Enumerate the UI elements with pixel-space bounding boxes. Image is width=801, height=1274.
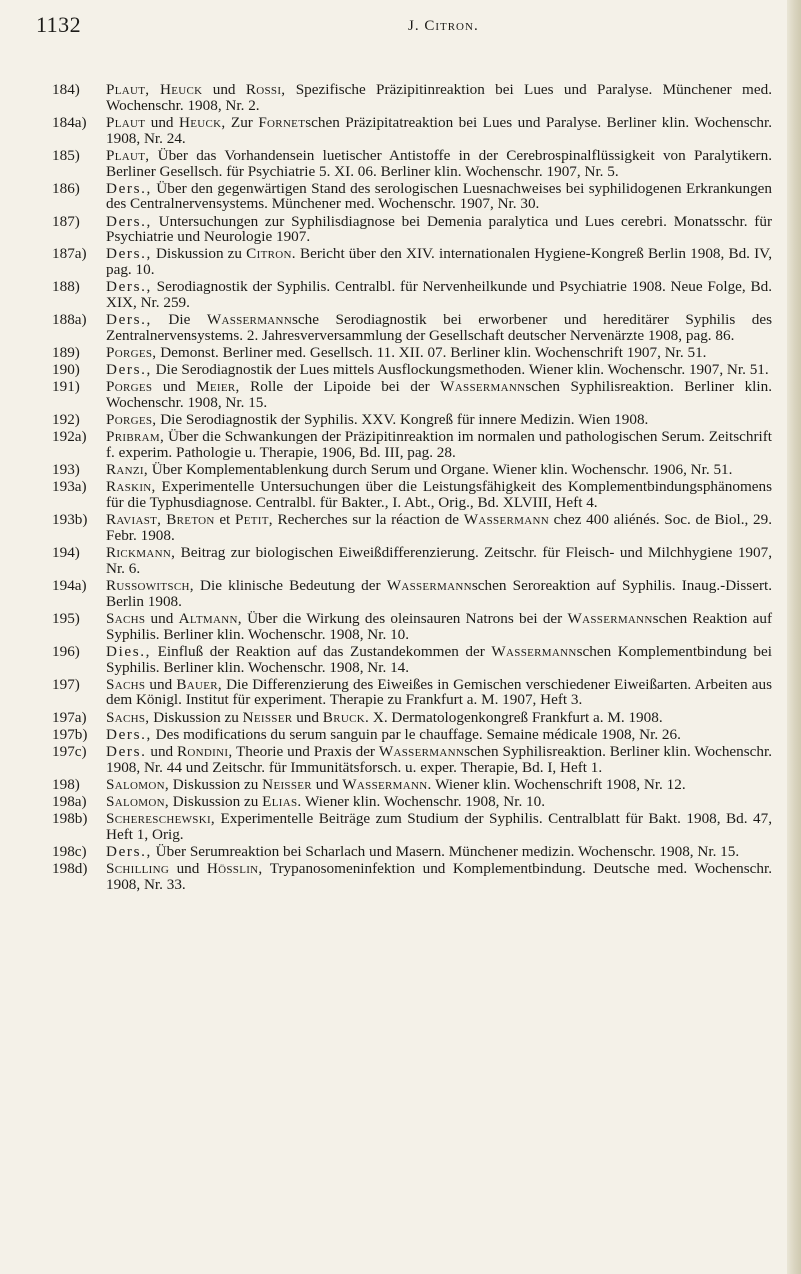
reference-entry bbox=[52, 462, 772, 478]
reference-list bbox=[52, 82, 772, 894]
reference-number: 184a) bbox=[52, 113, 87, 131]
reference-entry bbox=[52, 214, 772, 246]
reference-entry bbox=[52, 181, 772, 213]
citation-text: Experimentelle Beiträge zum Studium der Syphilis. Centralblatt für Bakt. 1908, Bd. 47, Heft 1, Orig. bbox=[106, 809, 772, 843]
reference-number: 190) bbox=[52, 361, 80, 379]
reference-entry bbox=[52, 379, 772, 411]
reference-entry bbox=[52, 844, 772, 860]
citation-text: Theorie und Praxis der bbox=[232, 742, 379, 760]
citation-text: Bericht über den XIV. internationalen Hygiene-Kongreß Berlin 1908, Bd. IV, pag. 10. bbox=[106, 245, 772, 279]
citation-text: Diskussion zu bbox=[168, 775, 263, 793]
citation-text: Des modifications du serum sanguin par le chauffage. Semaine médicale 1908, Nr. 26. bbox=[151, 725, 681, 743]
citation-text: Spezifische Präzipitinreaktion bei Lues und Paralyse. Münchener med. Wochenschr. 1908, Nr. 2. bbox=[106, 81, 772, 114]
reference-number: 192) bbox=[52, 411, 80, 429]
reference-entry bbox=[52, 744, 772, 776]
reference-entry bbox=[52, 345, 772, 361]
citation-text: Rolle der Lipoide bei der bbox=[239, 378, 441, 396]
author-name: Neisser bbox=[262, 775, 312, 793]
citation-text: Beitrag zur biologischen Eiweißdifferenzierung. Zeitschr. für Fleisch- und Milchhygiene 1907, Nr. 6. bbox=[106, 544, 772, 577]
reference-entry bbox=[52, 677, 772, 709]
author-name: Altmann, bbox=[178, 609, 242, 627]
author-name: Raviast, Breton bbox=[106, 511, 215, 529]
reference-number: 184) bbox=[52, 81, 80, 98]
reference-number: 198a) bbox=[52, 792, 87, 810]
reference-number: 187a) bbox=[52, 245, 87, 263]
author-name: Russowitsch, bbox=[106, 576, 194, 594]
reference-entry bbox=[52, 412, 772, 428]
author-name: Salomon, bbox=[106, 792, 169, 810]
reference-number: 193) bbox=[52, 461, 80, 479]
author-name: Plaut, Heuck bbox=[106, 81, 203, 98]
author-name: Neisser bbox=[242, 708, 293, 726]
citation-text: und bbox=[202, 81, 246, 98]
reference-entry bbox=[52, 82, 772, 114]
citation-text: Trypanosomeninfektion und Komplementbindung. Deutsche med. Wochenschr. 1908, Nr. 33. bbox=[106, 859, 773, 893]
citation-text: schen Syphilisreaktion. Berliner klin. Wochenschr. 1908, Nr. 44 und Zeitschr. für Immunitätsforsch. u. exper. Therapie, Bd. I, Heft 1. bbox=[106, 742, 773, 776]
reference-number: 198b) bbox=[52, 809, 88, 827]
reference-entry bbox=[52, 545, 772, 577]
ibid-marker: Ders., bbox=[106, 212, 152, 230]
reference-entry bbox=[52, 777, 772, 793]
citation-text: Diskussion zu bbox=[149, 708, 243, 726]
reference-number: 197a) bbox=[52, 708, 87, 726]
reference-number: 192a) bbox=[52, 428, 87, 446]
page-edge bbox=[787, 0, 801, 1274]
author-name: Meier, bbox=[196, 378, 240, 396]
citation-text: und bbox=[146, 742, 177, 760]
reference-number: 188a) bbox=[52, 311, 87, 329]
reference-number: 193a) bbox=[52, 478, 87, 496]
reference-entry bbox=[52, 115, 772, 147]
reference-number: 197c) bbox=[52, 742, 87, 760]
reference-entry bbox=[52, 429, 772, 461]
author-name: Wassermann bbox=[206, 311, 293, 329]
author-name: Sachs, bbox=[106, 708, 150, 726]
citation-text: und bbox=[311, 775, 343, 793]
citation-text: Die Differenzierung des Eiweißes in Gemischen verschiedener Eiweißarten. Arbeiten aus dem Königl. Institut für experiment. Therapie zu Frankfurt a. M. 1907, Heft 3. bbox=[106, 675, 773, 709]
ibid-marker: Ders., bbox=[106, 361, 152, 379]
citation-text: Über die Schwankungen der Präzipitinreaktion im normalen und pathologischen Serum. Zeitschrift f. experim. Pathologie u. Therapie, 1906, Bd. III, pag. 28. bbox=[106, 428, 772, 462]
reference-entry bbox=[52, 861, 772, 893]
citation-text: Wiener klin. Wochenschrift 1908, Nr. 12. bbox=[431, 775, 686, 793]
citation-text: schen Syphilisreaktion. Berliner klin. Wochenschr. 1908, Nr. 15. bbox=[106, 378, 772, 412]
author-name: Schereschewski, bbox=[106, 809, 216, 827]
author-name: Rondini, bbox=[177, 742, 233, 760]
reference-entry bbox=[52, 279, 772, 311]
ibid-marker: Ders., bbox=[106, 311, 152, 329]
ibid-marker: Dies., bbox=[106, 642, 152, 660]
reference-entry bbox=[52, 644, 772, 676]
author-name: Ranzi, bbox=[106, 461, 148, 479]
reference-number: 198c) bbox=[52, 842, 87, 860]
author-name: Citron. bbox=[246, 245, 296, 263]
reference-entry bbox=[52, 362, 772, 378]
citation-text: Wiener klin. Wochenschr. 1908, Nr. 10. bbox=[301, 792, 546, 810]
reference-entry bbox=[52, 811, 772, 843]
reference-entry bbox=[52, 727, 772, 743]
citation-text: Zur bbox=[225, 113, 259, 131]
reference-entry bbox=[52, 578, 772, 610]
citation-text: und bbox=[169, 859, 207, 877]
reference-number: 185) bbox=[52, 146, 80, 164]
ibid-marker: Ders., bbox=[106, 278, 152, 296]
citation-text: Über die Wirkung des oleinsauren Natrons bei der bbox=[241, 609, 568, 627]
citation-text: Diskussion zu bbox=[168, 792, 263, 810]
author-name: Schilling bbox=[106, 859, 170, 877]
ibid-marker: Ders., bbox=[106, 842, 152, 860]
reference-number: 197) bbox=[52, 675, 80, 693]
reference-number: 194a) bbox=[52, 576, 87, 594]
reference-number: 187) bbox=[52, 212, 80, 230]
reference-entry bbox=[52, 611, 772, 643]
running-head: J. Citron. bbox=[408, 18, 479, 34]
reference-number: 196) bbox=[52, 642, 80, 660]
author-name: Wassermann bbox=[463, 511, 549, 529]
author-name: Pribram, bbox=[106, 428, 165, 446]
author-name: Wassermann bbox=[440, 378, 526, 396]
ibid-marker: Ders. bbox=[106, 742, 147, 760]
citation-text: und bbox=[145, 113, 179, 131]
citation-text: schen Komplementbindung bei Syphilis. Berliner klin. Wochenschr. 1908, Nr. 14. bbox=[106, 642, 772, 676]
author-name: Porges bbox=[106, 378, 153, 396]
reference-entry bbox=[52, 794, 772, 810]
reference-entry bbox=[52, 512, 772, 544]
page-header bbox=[36, 8, 756, 48]
reference-number: 191) bbox=[52, 378, 80, 396]
reference-number: 188) bbox=[52, 278, 80, 296]
author-name: Porges, bbox=[106, 411, 157, 429]
author-name: Plaut, bbox=[106, 146, 150, 164]
author-name: Petit, bbox=[234, 511, 273, 529]
reference-number: 198) bbox=[52, 775, 80, 793]
reference-entry bbox=[52, 148, 772, 180]
citation-text: chez 400 aliénés. Soc. de Biol., 29. Febr. 1908. bbox=[106, 511, 772, 544]
citation-text: schen Präzipitatreaktion bei Lues und Paralyse. Berliner klin. Wochenschr. 1908, Nr. 24. bbox=[106, 113, 773, 147]
reference-number: 195) bbox=[52, 609, 80, 627]
citation-text: Recherches sur la réaction de bbox=[272, 511, 464, 529]
author-name: Wassermann bbox=[491, 642, 577, 660]
author-name: Rickmann, bbox=[106, 544, 176, 562]
reference-number: 186) bbox=[52, 179, 80, 197]
author-name: Wassermann bbox=[386, 576, 472, 594]
author-name: Bauer, bbox=[176, 675, 223, 693]
citation-text: Serodiagnostik der Syphilis. Centralbl. für Nervenheilkunde und Psychiatrie 1908. Neue Folge, Bd. XIX, Nr. 259. bbox=[106, 278, 772, 312]
author-name: Bruck. bbox=[322, 708, 370, 726]
author-name: Heuck, bbox=[178, 113, 226, 131]
reference-entry bbox=[52, 312, 772, 344]
citation-text: et bbox=[214, 511, 235, 529]
citation-text: Über den gegenwärtigen Stand des serologischen Luesnachweises bei syphilidogenen Erkrankungen des Centralnervensystems. Münchener med. Wochenschr. 1907, Nr. 30. bbox=[106, 179, 772, 213]
author-name: Wassermann bbox=[378, 742, 465, 760]
author-name: Wassermann. bbox=[342, 775, 432, 793]
reference-number: 198d) bbox=[52, 859, 88, 877]
reference-entry bbox=[52, 710, 772, 726]
author-name: Fornet bbox=[258, 113, 306, 131]
citation-text: Über Komplementablenkung durch Serum und Organe. Wiener klin. Wochenschr. 1906, Nr. 51. bbox=[148, 461, 733, 479]
citation-text: Demonst. Berliner med. Gesellsch. 11. XII. 07. Berliner klin. Wochenschrift 1907, Nr. 51. bbox=[156, 344, 707, 362]
ibid-marker: Ders., bbox=[106, 725, 152, 743]
ibid-marker: Ders., bbox=[106, 245, 152, 263]
citation-text: X. Dermatologenkongreß Frankfurt a. M. 1908. bbox=[369, 708, 663, 726]
citation-text: und bbox=[145, 609, 179, 627]
author-name: Raskin, bbox=[106, 478, 156, 496]
citation-text: Die Serodiagnostik der Syphilis. XXV. Kongreß für innere Medizin. Wien 1908. bbox=[156, 411, 649, 429]
author-name: Porges, bbox=[106, 344, 157, 362]
citation-text: Einfluß der Reaktion auf das Zustandekommen der bbox=[151, 642, 492, 660]
reference-number: 194) bbox=[52, 544, 80, 562]
reference-number: 197b) bbox=[52, 725, 88, 743]
reference-number: 189) bbox=[52, 344, 80, 362]
citation-text: Die klinische Bedeutung der bbox=[193, 576, 387, 594]
citation-text: Diskussion zu bbox=[151, 245, 247, 263]
citation-text: Experimentelle Untersuchungen über die Leistungsfähigkeit des Komplementbindungsphänomens für die Typhusdiagnose. Centralbl. für Bakter., I. Abt., Orig., Bd. XLVIII, Heft 4. bbox=[106, 478, 772, 512]
author-name: Hösslin, bbox=[206, 859, 263, 877]
author-name: Elias. bbox=[262, 792, 302, 810]
author-name: Wassermann bbox=[567, 609, 653, 627]
author-name: Plaut bbox=[106, 113, 146, 131]
citation-text: Untersuchungen zur Syphilisdiagnose bei Demenia paralytica und Lues cerebri. Monatsschr. für Psychiatrie und Neurologie 1907. bbox=[106, 212, 772, 246]
page-number: 1132 bbox=[36, 12, 82, 37]
reference-number: 193b) bbox=[52, 511, 88, 529]
citation-text: schen Reaktion auf Syphilis. Berliner klin. Wochenschr. 1908, Nr. 10. bbox=[106, 609, 772, 643]
ibid-marker: Ders., bbox=[106, 179, 152, 197]
citation-text: sche Serodiagnostik bei erworbener und hereditärer Syphilis des Zentralnervensystems. 2. Jahresverversammlung der Gesellschaft deutscher Nervenärzte 1908, pag. 86. bbox=[106, 311, 772, 345]
citation-text: Die bbox=[151, 311, 207, 329]
author-name: Sachs bbox=[106, 675, 146, 693]
citation-text: Die Serodiagnostik der Lues mittels Ausflockungsmethoden. Wiener klin. Wochenschr. 1907, Nr. 51. bbox=[151, 361, 769, 379]
citation-text: und bbox=[145, 675, 177, 693]
reference-entry bbox=[52, 479, 772, 511]
citation-text: Über Serumreaktion bei Scharlach und Masern. Münchener medizin. Wochenschr. 1908, Nr. 15. bbox=[151, 842, 740, 860]
citation-text: Über das Vorhandensein luetischer Antistoffe in der Cerebrospinalflüssigkeit von Paralytikern. Berliner Gesellsch. für Psychiatrie 5. XI. 06. Berliner klin. Wochenschr. 1907, Nr. 5. bbox=[106, 146, 772, 180]
citation-text: schen Seroreaktion auf Syphilis. Inaug.-Dissert. Berlin 1908. bbox=[106, 576, 773, 610]
citation-text: und bbox=[292, 708, 323, 726]
reference-entry bbox=[52, 246, 772, 278]
author-name: Salomon, bbox=[106, 775, 169, 793]
author-name: Rossi, bbox=[245, 81, 286, 98]
author-name: Sachs bbox=[106, 609, 146, 627]
citation-text: und bbox=[152, 378, 197, 396]
